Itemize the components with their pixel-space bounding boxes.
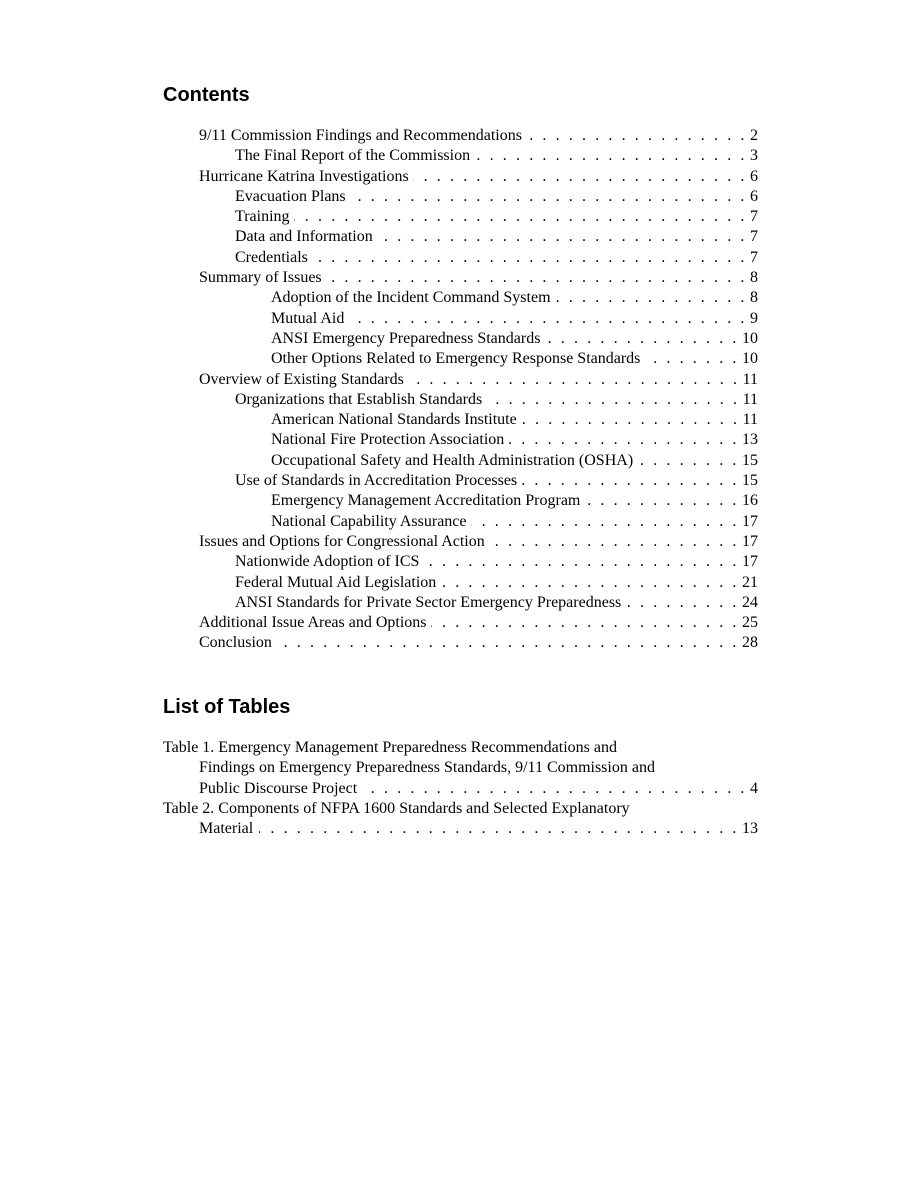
toc-entry[interactable] bbox=[0, 349, 920, 369]
toc-entry-page: 28 bbox=[742, 634, 758, 652]
toc-entry[interactable] bbox=[0, 410, 920, 430]
list-of-tables bbox=[0, 738, 920, 839]
dot-leader bbox=[276, 633, 739, 653]
table-entry-line: Table 2. Components of NFPA 1600 Standards and Selected Explanatory bbox=[163, 799, 630, 817]
toc-entry[interactable] bbox=[0, 167, 920, 187]
dot-leader bbox=[312, 248, 747, 268]
toc-entry-title: Overview of Existing Standards bbox=[199, 370, 404, 388]
list-of-tables-heading: List of Tables bbox=[163, 696, 291, 718]
toc-entry-page: 15 bbox=[742, 451, 758, 469]
toc-entry[interactable] bbox=[0, 471, 920, 491]
toc-entry[interactable] bbox=[0, 207, 920, 227]
dot-leader bbox=[521, 471, 739, 491]
toc-entry[interactable] bbox=[0, 573, 920, 593]
dot-leader bbox=[489, 532, 739, 552]
toc-entry-page: 17 bbox=[742, 512, 758, 530]
toc-entry-page: 21 bbox=[742, 573, 758, 591]
toc-entry[interactable] bbox=[0, 491, 920, 511]
toc-entry-page: 17 bbox=[742, 553, 758, 571]
toc-entry-page: 13 bbox=[742, 431, 758, 449]
dot-leader bbox=[294, 207, 747, 227]
toc-entry[interactable] bbox=[0, 390, 920, 410]
toc-entry-page: 11 bbox=[742, 390, 758, 408]
toc-entry-page: 9 bbox=[750, 309, 758, 327]
toc-entry-title: American National Standards Institute bbox=[271, 411, 517, 429]
toc-entry[interactable] bbox=[0, 187, 920, 207]
toc-entry-title: Occupational Safety and Health Administration (OSHA) bbox=[271, 451, 634, 469]
toc-entry[interactable] bbox=[0, 268, 920, 288]
toc-entry-page: 11 bbox=[742, 411, 758, 429]
dot-leader bbox=[348, 309, 747, 329]
toc-entry-page: 17 bbox=[742, 532, 758, 550]
dot-leader bbox=[326, 268, 747, 288]
toc-entry[interactable] bbox=[0, 370, 920, 390]
dot-leader bbox=[440, 573, 739, 593]
toc-entry-page: 6 bbox=[750, 167, 758, 185]
dot-leader bbox=[544, 329, 739, 349]
toc-entry[interactable] bbox=[0, 227, 920, 247]
toc-entry[interactable] bbox=[0, 552, 920, 572]
contents-heading: Contents bbox=[163, 84, 250, 106]
toc-entry-title: Mutual Aid bbox=[271, 309, 345, 327]
dot-leader bbox=[555, 288, 747, 308]
toc-entry-title: Adoption of the Incident Command System bbox=[271, 289, 551, 307]
toc-entry-title: Hurricane Katrina Investigations bbox=[199, 167, 409, 185]
table-entry-line: Findings on Emergency Preparedness Standards, 9/11 Commission and bbox=[199, 759, 655, 777]
toc-entry[interactable] bbox=[0, 430, 920, 450]
toc-entry-page: 2 bbox=[750, 127, 758, 144]
toc-entry-title: Training bbox=[235, 208, 290, 226]
table-entry[interactable] bbox=[0, 799, 920, 840]
toc-entry-title: Additional Issue Areas and Options bbox=[199, 614, 427, 632]
toc-entry[interactable] bbox=[0, 512, 920, 532]
toc-entry-title: National Fire Protection Association bbox=[271, 431, 505, 449]
toc-entry-page: 8 bbox=[750, 289, 758, 307]
toc-entry[interactable] bbox=[0, 633, 920, 653]
toc-entry-title: Organizations that Establish Standards bbox=[235, 390, 483, 408]
toc-entry-title: Data and Information bbox=[235, 228, 373, 246]
toc-entry-page: 10 bbox=[742, 350, 758, 368]
toc-entry-title: ANSI Standards for Private Sector Emergency Preparedness bbox=[235, 593, 622, 611]
toc-entry-title: 9/11 Commission Findings and Recommendations bbox=[199, 127, 522, 144]
toc-entry-title: Evacuation Plans bbox=[235, 187, 346, 205]
dot-leader bbox=[486, 390, 739, 410]
toc-entry-title: Other Options Related to Emergency Response Standards bbox=[271, 350, 641, 368]
dot-leader bbox=[521, 410, 740, 430]
toc-entry[interactable] bbox=[0, 451, 920, 471]
dot-leader bbox=[644, 349, 739, 369]
toc-entry[interactable] bbox=[0, 613, 920, 633]
dot-leader bbox=[471, 512, 739, 532]
table-entry-page: 13 bbox=[742, 820, 758, 838]
toc-entry-page: 7 bbox=[750, 248, 758, 266]
dot-leader bbox=[259, 819, 739, 839]
toc-entry[interactable] bbox=[0, 329, 920, 349]
toc-entry-title: National Capability Assurance bbox=[271, 512, 467, 530]
dot-leader bbox=[584, 491, 739, 511]
dot-leader bbox=[625, 593, 739, 613]
toc-entry-title: Issues and Options for Congressional Action bbox=[199, 532, 485, 550]
table-entry-line: Table 1. Emergency Management Preparedness Recommendations and bbox=[163, 739, 617, 756]
toc-entry[interactable] bbox=[0, 146, 920, 166]
toc-entry-page: 25 bbox=[742, 614, 758, 632]
contents-list bbox=[0, 126, 920, 654]
toc-entry[interactable] bbox=[0, 248, 920, 268]
toc-entry-title: Conclusion bbox=[199, 634, 272, 652]
dot-leader bbox=[363, 779, 747, 799]
toc-entry-page: 11 bbox=[742, 370, 758, 388]
toc-entry[interactable] bbox=[0, 309, 920, 329]
toc-entry-title: Nationwide Adoption of ICS bbox=[235, 553, 420, 571]
table-entry-line: Material bbox=[199, 820, 254, 838]
dot-leader bbox=[408, 370, 740, 390]
toc-entry[interactable] bbox=[0, 126, 920, 146]
dot-leader bbox=[377, 227, 747, 247]
toc-entry[interactable] bbox=[0, 288, 920, 308]
toc-entry-page: 7 bbox=[750, 208, 758, 226]
toc-entry[interactable] bbox=[0, 532, 920, 552]
toc-entry-page: 3 bbox=[750, 147, 758, 165]
toc-entry-title: Summary of Issues bbox=[199, 269, 322, 287]
toc-entry-page: 24 bbox=[742, 593, 758, 611]
toc-entry-page: 10 bbox=[742, 329, 758, 347]
table-entry-line: Public Discourse Project bbox=[199, 779, 358, 797]
dot-leader bbox=[423, 552, 739, 572]
toc-entry[interactable] bbox=[0, 593, 920, 613]
dot-leader bbox=[413, 167, 747, 187]
toc-entry-title: Emergency Management Accreditation Program bbox=[271, 492, 581, 510]
toc-entry-title: ANSI Emergency Preparedness Standards bbox=[271, 329, 541, 347]
dot-leader bbox=[474, 146, 747, 166]
toc-entry-title: Credentials bbox=[235, 248, 308, 266]
toc-entry-page: 6 bbox=[750, 187, 758, 205]
toc-entry-title: Federal Mutual Aid Legislation bbox=[235, 573, 437, 591]
toc-entry-page: 7 bbox=[750, 228, 758, 246]
table-entry[interactable] bbox=[0, 738, 920, 799]
dot-leader bbox=[637, 451, 739, 471]
toc-entry-title: Use of Standards in Accreditation Processes bbox=[235, 472, 518, 490]
dot-leader bbox=[350, 187, 747, 207]
dot-leader bbox=[431, 613, 739, 633]
dot-leader bbox=[508, 430, 739, 450]
table-entry-page: 4 bbox=[750, 779, 758, 797]
toc-entry-page: 16 bbox=[742, 492, 758, 510]
dot-leader bbox=[526, 126, 747, 146]
toc-entry-page: 15 bbox=[742, 472, 758, 490]
toc-entry-title: The Final Report of the Commission bbox=[235, 147, 471, 165]
toc-entry-page: 8 bbox=[750, 269, 758, 287]
